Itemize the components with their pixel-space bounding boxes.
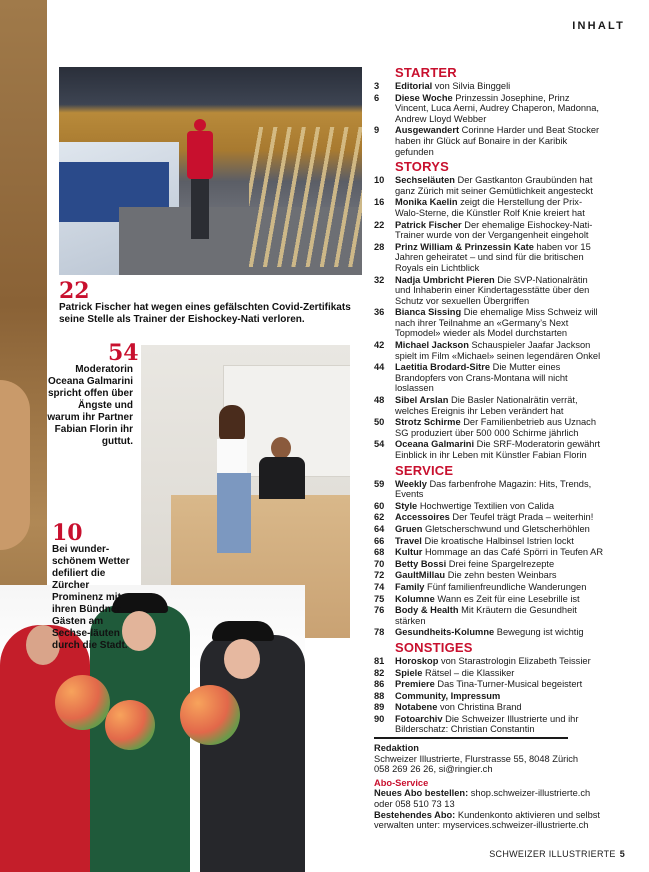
toc-entry-description: Die Schweizer Illustrierte und ihr Bilderschatz: Christian Constantin [395, 713, 579, 735]
toc-entry[interactable] [374, 340, 604, 361]
toc-page-number: 59 [374, 478, 385, 489]
toc-page-number: 70 [374, 558, 385, 569]
toc-page-number: 44 [374, 362, 385, 373]
toc-entry-title: Kultur [395, 547, 423, 558]
toc-entry[interactable] [374, 656, 604, 667]
toc-entry-title: Sechseläuten [395, 175, 455, 186]
toc-page-number: 82 [374, 667, 385, 678]
toc-entry-title: Laetitia Brodard-Sitre [395, 362, 491, 373]
toc-entry-title: Weekly [395, 478, 427, 489]
caption-page-number: 10 [52, 520, 83, 546]
toc-entry[interactable] [374, 417, 604, 438]
toc-entry[interactable] [374, 93, 604, 125]
toc-entry[interactable] [374, 197, 604, 218]
toc-entry[interactable] [374, 275, 604, 307]
toc-page-number: 66 [374, 535, 385, 546]
caption-page-number: 22 [59, 278, 90, 304]
impressum [374, 737, 604, 831]
toc-page-number: 22 [374, 219, 385, 230]
toc-page-number: 81 [374, 655, 385, 666]
toc-entry-description: Die SVP-Nationalrätin und Inhaberin einer Kindertagesstätte über den Schutz vor sexuellen Übergriffen [395, 274, 590, 306]
caption-page-number: 54 [108, 340, 139, 366]
table-of-contents [374, 66, 604, 736]
toc-entry[interactable] [374, 559, 604, 570]
toc-entry-title: Community, Impressum [395, 690, 501, 701]
toc-page-number: 76 [374, 605, 385, 616]
toc-entry-description: Das Tina-Turner-Musical begeistert [434, 679, 583, 690]
toc-entry-description: Mit Kräutern die Gesundheit stärken [395, 605, 577, 626]
abo-order-link[interactable]: shop.schweizer-illustrierte.ch [468, 788, 591, 799]
toc-page-number: 48 [374, 395, 385, 406]
toc-entry[interactable] [374, 512, 604, 523]
toc-entry[interactable] [374, 536, 604, 547]
toc-entry[interactable] [374, 702, 604, 713]
photo-caption: Moderatorin Oceana Galmarini spricht offen über Ängste und warum ihr Partner Fabian Florin ihr guttut. [47, 364, 133, 447]
toc-page-number: 6 [374, 92, 380, 103]
section-label: INHALT [572, 20, 625, 32]
toc-entry-title: Oceana Galmarini [395, 439, 475, 450]
page-number: 5 [619, 849, 625, 859]
toc-entry-description: Das farbenfrohe Magazin: Hits, Trends, Events [395, 478, 592, 500]
toc-entry-title: Gesundheits-Kolumne [395, 627, 495, 638]
toc-entry[interactable] [374, 501, 604, 512]
abo-order-label: Neues Abo bestellen: [374, 788, 469, 799]
abo-existing-text[interactable]: Kundenkonto aktivieren und selbst verwalten unter: myservices.schweizer-illustrierte.ch [374, 809, 600, 831]
toc-entry-title: Kolumne [395, 593, 435, 604]
toc-page-number: 86 [374, 679, 385, 690]
toc-entry-description: Hochwertige Textilien von Calida [417, 500, 555, 511]
toc-page-number: 42 [374, 340, 385, 351]
toc-entry[interactable] [374, 668, 604, 679]
toc-page-number: 62 [374, 512, 385, 523]
toc-entry-description: Der Gastkanton Graubünden hat ganz Zürich mit seiner Gemütlichkeit angesteckt [395, 175, 593, 196]
toc-entry-title: Sibel Arslan [395, 395, 449, 406]
parade-photo [0, 585, 305, 872]
magazine-name: SCHWEIZER ILLUSTRIERTE [489, 849, 616, 859]
toc-page-number: 74 [374, 581, 385, 592]
toc-entry[interactable] [374, 627, 604, 638]
redaktion-address: Schweizer Illustrierte, Flurstrasse 55, 8048 Zürich [374, 753, 579, 764]
toc-entry[interactable] [374, 395, 604, 416]
abo-existing-label: Bestehendes Abo: [374, 809, 456, 820]
divider [374, 737, 568, 739]
toc-entry-title: Horoskop [395, 655, 439, 666]
toc-entry[interactable] [374, 362, 604, 394]
toc-section-title: STARTER [395, 65, 457, 80]
toc-entry-description: Drei feine Spargelrezepte [446, 558, 555, 569]
toc-page-number: 78 [374, 627, 385, 638]
toc-entry-title: Michael Jackson [395, 340, 469, 351]
toc-entry-title: Bianca Sissing [395, 307, 462, 318]
toc-entry[interactable] [374, 439, 604, 460]
toc-entry[interactable] [374, 679, 604, 690]
photo-caption: Bei wunder-schönem Wetter defiliert die Zürcher Prominenz mit ihren Bündner Gästen am Sechse-läuten durch die Stadt. [52, 544, 130, 651]
toc-entry[interactable] [374, 605, 604, 626]
toc-entry-description: Die Basler Nationalrätin verrät, welches Ereignis ihr Leben verändert hat [395, 395, 578, 416]
toc-entry-title: Nadja Umbricht Pieren [395, 274, 495, 285]
toc-page-number: 54 [374, 439, 385, 450]
toc-entry-description: Die Mutter eines Brandopfers von Crans-Montana will nicht loslassen [395, 362, 568, 394]
toc-page-number: 89 [374, 702, 385, 713]
toc-page-number: 50 [374, 417, 385, 428]
toc-entry[interactable] [374, 242, 604, 274]
toc-entry-description: Bewegung ist wichtig [494, 627, 584, 638]
toc-entry-description: Die kroatische Halbinsel Istrien lockt [421, 535, 574, 546]
toc-entry-title: Accessoires [395, 512, 450, 523]
toc-entry[interactable] [374, 220, 604, 241]
toc-entry-title: Notabene [395, 702, 438, 713]
toc-section-title: STORYS [395, 159, 449, 175]
toc-page-number: 10 [374, 175, 385, 186]
toc-page-number: 90 [374, 713, 385, 724]
toc-entry-title: Diese Woche [395, 92, 453, 103]
toc-entry-description: Gletscherschwund und Gletscherhöhlen [422, 523, 590, 534]
toc-entry-description: Die ehemalige Miss Schweiz will nach ihrer Teilnahme an «Germany’s Next Topmodel» wieder als Model durchstarten [395, 307, 598, 339]
toc-entry-description: Der ehemalige Eishockey-Nati-Trainer wurde von der Vergangenheit eingeholt [395, 219, 593, 241]
toc-page-number: 32 [374, 274, 385, 285]
toc-entry[interactable] [374, 307, 604, 339]
toc-entry[interactable] [374, 547, 604, 558]
toc-entry-title: Spiele [395, 667, 423, 678]
toc-entry-description: von Christina Brand [437, 702, 522, 713]
toc-entry-description: Wann es Zeit für eine Lesebrille ist [434, 593, 580, 604]
page-footer [489, 849, 625, 859]
toc-entry[interactable] [374, 524, 604, 535]
toc-entry-description: Corinne Harder und Beat Stocker haben ihr Glück auf Bonaire in der Karibik gefunden [395, 125, 600, 157]
toc-entry-title: Travel [395, 535, 422, 546]
toc-section-title: SERVICE [395, 462, 454, 478]
toc-entry-description: haben vor 15 Jahren geheiratet – und sind für die britischen Royals ein Lichtblick [395, 241, 591, 273]
toc-page-number: 9 [374, 125, 380, 136]
toc-page-number: 3 [374, 81, 380, 91]
toc-entry-title: Body & Health [395, 605, 459, 616]
toc-page-number: 75 [374, 593, 385, 604]
toc-page-number: 64 [374, 523, 385, 534]
toc-entry-title: Family [395, 581, 425, 592]
toc-entry-description: von Starastrologin Elizabeth Teissier [438, 655, 591, 666]
toc-entry[interactable] [374, 125, 604, 157]
toc-page-number: 68 [374, 547, 385, 558]
redaktion-label: Redaktion [374, 743, 419, 753]
toc-entry[interactable] [374, 81, 604, 92]
toc-entry[interactable] [374, 582, 604, 593]
toc-entry-description: Der Teufel trägt Prada – weiterhin! [449, 512, 594, 523]
toc-entry-title: Monika Kaelin [395, 197, 458, 208]
toc-entry-title: Gruen [395, 523, 423, 534]
toc-entry-description: Fünf familienfreundliche Wanderungen [424, 581, 587, 592]
toc-entry-title: Strotz Schirme [395, 417, 461, 428]
toc-page-number: 28 [374, 241, 385, 252]
toc-entry-title: GaultMillau [395, 570, 446, 581]
toc-entry-description: zeigt die Herstellung der Prix-Walo-Sterne, die Künstler Rolf Knie kreiert hat [395, 197, 585, 218]
toc-entry-title: Style [395, 500, 418, 511]
toc-entry-description: Hommage an das Café Spörri in Teufen AR [422, 547, 604, 558]
toc-entry-title: Fotoarchiv [395, 713, 443, 724]
toc-entry-title: Betty Bossi [395, 558, 447, 569]
toc-page-number: 88 [374, 690, 385, 701]
toc-entry[interactable] [374, 714, 604, 735]
toc-entry-description: Der Familienbetrieb aus Uznach SG produziert über 500 000 Schirme jährlich [395, 417, 596, 438]
toc-entry-description: Die zehn besten Weinbars [445, 570, 557, 581]
toc-entry[interactable] [374, 570, 604, 581]
toc-entry-description: Prinzessin Josephine, Prinz Vincent, Luca Aerni, Audrey Chaperon, Madonna, Andrew Lloyd Webber [395, 92, 599, 124]
toc-page-number: 72 [374, 570, 385, 581]
toc-section-title: SONSTIGES [395, 639, 473, 655]
toc-entry-description: Die SRF-Moderatorin gewährt Einblick in ihr Leben mit Künstler Fabian Florin [395, 439, 601, 460]
toc-entry-title: Patrick Fischer [395, 219, 462, 230]
toc-page-number: 36 [374, 307, 385, 318]
toc-entry-title: Prinz William & Prinzessin Kate [395, 241, 534, 252]
toc-entry-title: Editorial [395, 81, 433, 91]
photo-caption: Patrick Fischer hat wegen eines gefälschten Covid-Zertifikats seine Stelle als Trainer der Eishockey-Nati verloren. [59, 302, 351, 325]
toc-entry[interactable] [374, 175, 604, 196]
toc-entry[interactable] [374, 479, 604, 500]
redaktion-contact: 058 269 26 26, si@ringier.ch [374, 764, 493, 775]
abo-label: Abo-Service [374, 777, 429, 788]
toc-entry-title: Ausgewandert [395, 125, 460, 136]
toc-entry[interactable] [374, 691, 604, 702]
abo-phone: oder 058 510 73 13 [374, 798, 455, 809]
toc-entry-title: Premiere [395, 679, 435, 690]
toc-entry[interactable] [374, 594, 604, 605]
toc-page-number: 60 [374, 500, 385, 511]
toc-entry-description: von Silvia Binggeli [432, 81, 511, 91]
toc-entry-description: Rätsel – die Klassiker [422, 667, 515, 678]
toc-entry-description: Schauspieler Jaafar Jackson spielt im Film «Michael» seinen legendären Onkel [395, 340, 601, 361]
arena-photo [59, 67, 362, 275]
toc-page-number: 16 [374, 197, 385, 208]
